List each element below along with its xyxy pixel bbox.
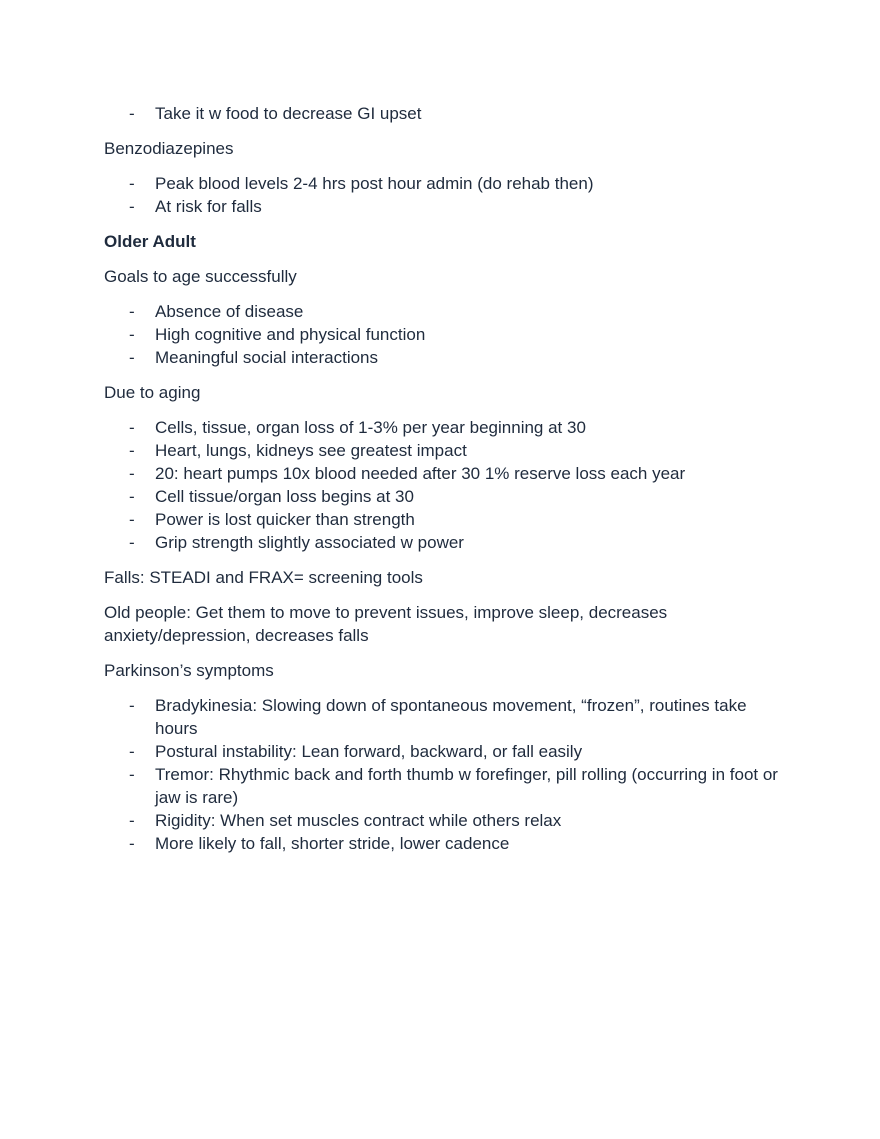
- list-item: [104, 763, 784, 809]
- list-item-text: Rigidity: When set muscles contract while others relax: [155, 811, 562, 830]
- dash-marker: -: [129, 348, 135, 367]
- list-item-text: Take it w food to decrease GI upset: [155, 104, 422, 123]
- dash-marker: -: [129, 510, 135, 529]
- dash-marker: -: [129, 464, 135, 483]
- dash-marker: -: [129, 418, 135, 437]
- list-item: [104, 740, 784, 763]
- paragraph: Old people: Get them to move to prevent issues, improve sleep, decreases anxiety/depression, decreases falls: [104, 603, 668, 645]
- list-item-text: Tremor: Rhythmic back and forth thumb w forefinger, pill rolling (occurring in foot or jaw is rare): [155, 765, 778, 807]
- document-page: [104, 102, 784, 867]
- list-item-text: 20: heart pumps 10x blood needed after 30 1% reserve loss each year: [155, 464, 686, 483]
- list-item-text: Postural instability: Lean forward, backward, or fall easily: [155, 742, 583, 761]
- dash-marker: -: [129, 302, 135, 321]
- list-item: [104, 416, 784, 439]
- list-item: [104, 531, 784, 554]
- bullet-list: [104, 172, 784, 218]
- list-item-text: Bradykinesia: Slowing down of spontaneous movement, “frozen”, routines take hours: [155, 696, 747, 738]
- bullet-list: [104, 300, 784, 369]
- bullet-list: [104, 102, 784, 125]
- list-item: [104, 300, 784, 323]
- list-item: [104, 485, 784, 508]
- dash-marker: -: [129, 765, 135, 784]
- list-item: [104, 172, 784, 195]
- dash-marker: -: [129, 834, 135, 853]
- list-item: [104, 508, 784, 531]
- list-item-text: Absence of disease: [155, 302, 304, 321]
- dash-marker: -: [129, 174, 135, 193]
- list-item: [104, 195, 784, 218]
- list-item-text: Heart, lungs, kidneys see greatest impact: [155, 441, 467, 460]
- dash-marker: -: [129, 742, 135, 761]
- list-item-text: High cognitive and physical function: [155, 325, 426, 344]
- list-item: [104, 832, 784, 855]
- dash-marker: -: [129, 441, 135, 460]
- list-item-text: Power is lost quicker than strength: [155, 510, 415, 529]
- paragraph: Falls: STEADI and FRAX= screening tools: [104, 568, 423, 587]
- list-item: [104, 462, 784, 485]
- list-item-text: Cells, tissue, organ loss of 1-3% per year beginning at 30: [155, 418, 586, 437]
- dash-marker: -: [129, 533, 135, 552]
- dash-marker: -: [129, 811, 135, 830]
- list-item: [104, 694, 784, 740]
- dash-marker: -: [129, 104, 135, 123]
- list-item-text: More likely to fall, shorter stride, lower cadence: [155, 834, 510, 853]
- section-heading: Older Adult: [104, 232, 196, 251]
- list-item: [104, 346, 784, 369]
- list-item-text: Grip strength slightly associated w power: [155, 533, 464, 552]
- list-item: [104, 809, 784, 832]
- list-item-text: Peak blood levels 2-4 hrs post hour admin (do rehab then): [155, 174, 594, 193]
- list-item: [104, 102, 784, 125]
- dash-marker: -: [129, 696, 135, 715]
- list-item: [104, 439, 784, 462]
- dash-marker: -: [129, 197, 135, 216]
- list-item-text: Meaningful social interactions: [155, 348, 379, 367]
- paragraph: Benzodiazepines: [104, 139, 234, 158]
- paragraph: Goals to age successfully: [104, 267, 297, 286]
- list-item: [104, 323, 784, 346]
- paragraph: Parkinson’s symptoms: [104, 661, 274, 680]
- bullet-list: [104, 416, 784, 554]
- bullet-list: [104, 694, 784, 855]
- paragraph: Due to aging: [104, 383, 201, 402]
- list-item-text: Cell tissue/organ loss begins at 30: [155, 487, 414, 506]
- dash-marker: -: [129, 325, 135, 344]
- dash-marker: -: [129, 487, 135, 506]
- list-item-text: At risk for falls: [155, 197, 262, 216]
